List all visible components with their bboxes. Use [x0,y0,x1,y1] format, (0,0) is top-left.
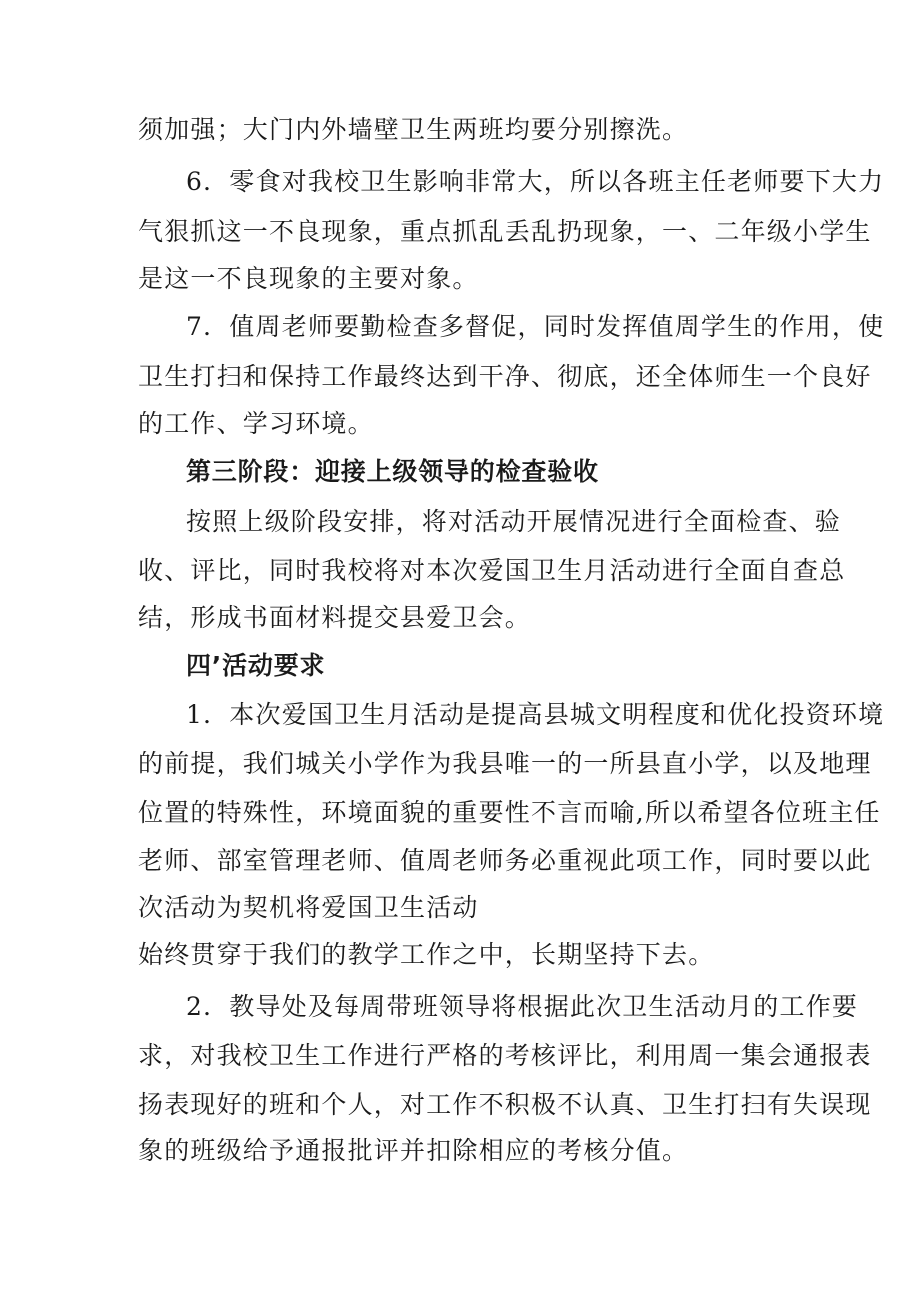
paragraph-line: 须加强；大门内外墙壁卫生两班均要分别擦洗。 [138,115,689,144]
paragraph-line: 6．零食对我校卫生影响非常大，所以各班主任老师要下大力 [186,167,885,196]
paragraph-line: 的工作、学习环境。 [138,409,374,438]
paragraph-line: 7．值周老师要勤检查多督促，同时发挥值周学生的作用，使 [186,312,885,341]
paragraph-line: 象的班级给予通报批评并扣除相应的考核分值。 [138,1136,689,1165]
paragraph-line: 的前提，我们城关小学作为我县唯一的一所县直小学，以及地理 [138,749,872,778]
paragraph-line: 扬表现好的班和个人，对工作不积极不认真、卫生打扫有失误现 [138,1090,872,1119]
paragraph-line: 2．教导处及每周带班领导将根据此次卫生活动月的工作要 [186,992,859,1021]
section-heading: 第三阶段：迎接上级领导的检查验收 [186,457,599,486]
paragraph-line: 收、评比，同时我校将对本次爱国卫生月活动进行全面自查总 [138,556,846,585]
paragraph-line: 气狠抓这一不良现象，重点抓乱丢乱扔现象，一、二年级小学生 [138,217,872,246]
paragraph-line: 老师、部室管理老师、值周老师务必重视此项工作，同时要以此 [138,846,872,875]
paragraph-line: 是这一不良现象的主要对象。 [138,264,479,293]
paragraph-line: 次活动为契机将爱国卫生活动 [138,893,479,922]
paragraph-line: 求，对我校卫生工作进行严格的考核评比，利用周一集会通报表 [138,1041,872,1070]
paragraph-line: 1．本次爱国卫生月活动是提高县城文明程度和优化投资环境 [186,700,885,729]
paragraph-line: 结，形成书面材料提交县爱卫会。 [138,603,532,632]
paragraph-line: 按照上级阶段安排，将对活动开展情况进行全面检查、验 [186,507,842,536]
paragraph-line: 卫生打扫和保持工作最终达到干净、彻底，还全体师生一个良好 [138,362,872,391]
section-heading: 四’活动要求 [186,651,326,680]
paragraph-line: 始终贯穿于我们的教学工作之中，长期坚持下去。 [138,940,715,969]
paragraph-line: 位置的特殊性，环境面貌的重要性不言而喻,所以希望各位班主任 [138,798,881,827]
